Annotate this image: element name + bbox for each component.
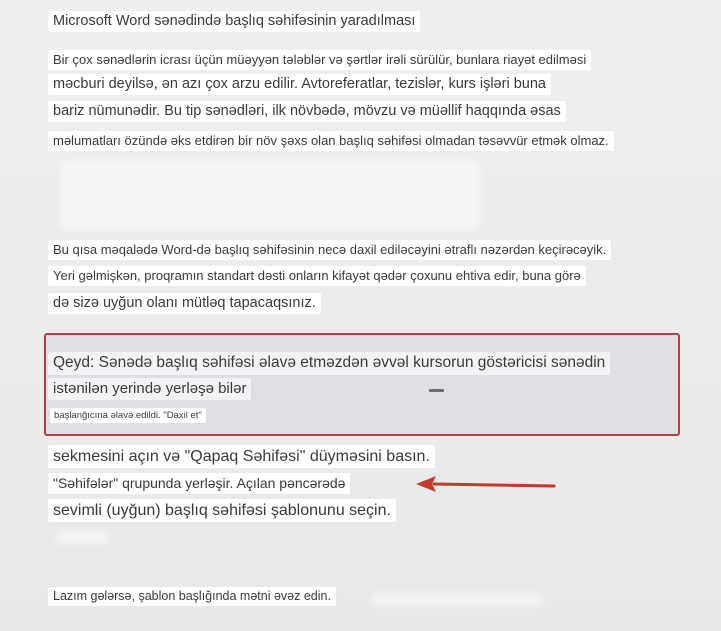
step-line-3: sevimli (uyğun) başlıq səhifəsi şablonunu seçin. [48, 499, 396, 522]
blurred-region [60, 160, 480, 230]
note-small-text: başlanğıcına əlavə edildi. "Daxil et" [50, 408, 206, 423]
blurred-tail [372, 592, 542, 606]
final-line: Lazım gələrsə, şablon başlığında mətni əvəz edin. [48, 587, 336, 606]
dash-mark [429, 389, 444, 392]
page-title: Microsoft Word sənədində başlıq səhifəsinin yaradılması [48, 11, 420, 32]
step-line-2: "Səhifələr" qrupunda yerləşir. Açılan pəncərədə [48, 473, 350, 494]
intro-line-3: bariz nümunədir. Bu tip sənədləri, ilk növbədə, mövzu və müəllif haqqında əsas [48, 101, 566, 122]
intro-line-1: Bir çox sənədlərin icrası üçün müəyyən tələblər və şərtlər irəli sürülür, bunlara riayət edilməsi [48, 50, 591, 70]
step-line-1: sekmesini açın və "Qapaq Səhifəsi" düyməsini basın. [48, 445, 435, 468]
intro-line-2: məcburi deyilsə, ən azı çox arzu edilir. Avtoreferatlar, tezislər, kurs işləri buna [48, 74, 551, 95]
overview-line-2: Yeri gəlmişkən, proqramın standart dəsti onların kifayət qədər çoxunu ehtiva edir, buna görə [48, 266, 586, 286]
blurred-fragment [56, 530, 108, 544]
note-line-2: istənilən yerində yerləşə bilər [48, 378, 251, 400]
overview-line-3: də sizə uyğun olanı mütləq tapacaqsınız. [48, 293, 321, 314]
red-arrow-icon [412, 473, 557, 497]
note-line-1: Qeyd: Sənədə başlıq səhifəsi əlavə etməzdən əvvəl kursorun göstəricisi sənədin [48, 352, 610, 375]
intro-line-4: məlumatları özündə əks etdirən bir növ şəxs olan başlıq səhifəsi olmadan təsəvvür etmək olmaz. [48, 131, 614, 151]
overview-line-1: Bu qısa məqalədə Word-də başlıq səhifəsinin necə daxil ediləcəyini ətraflı nəzərdən keçirəcəyik. [48, 240, 611, 260]
